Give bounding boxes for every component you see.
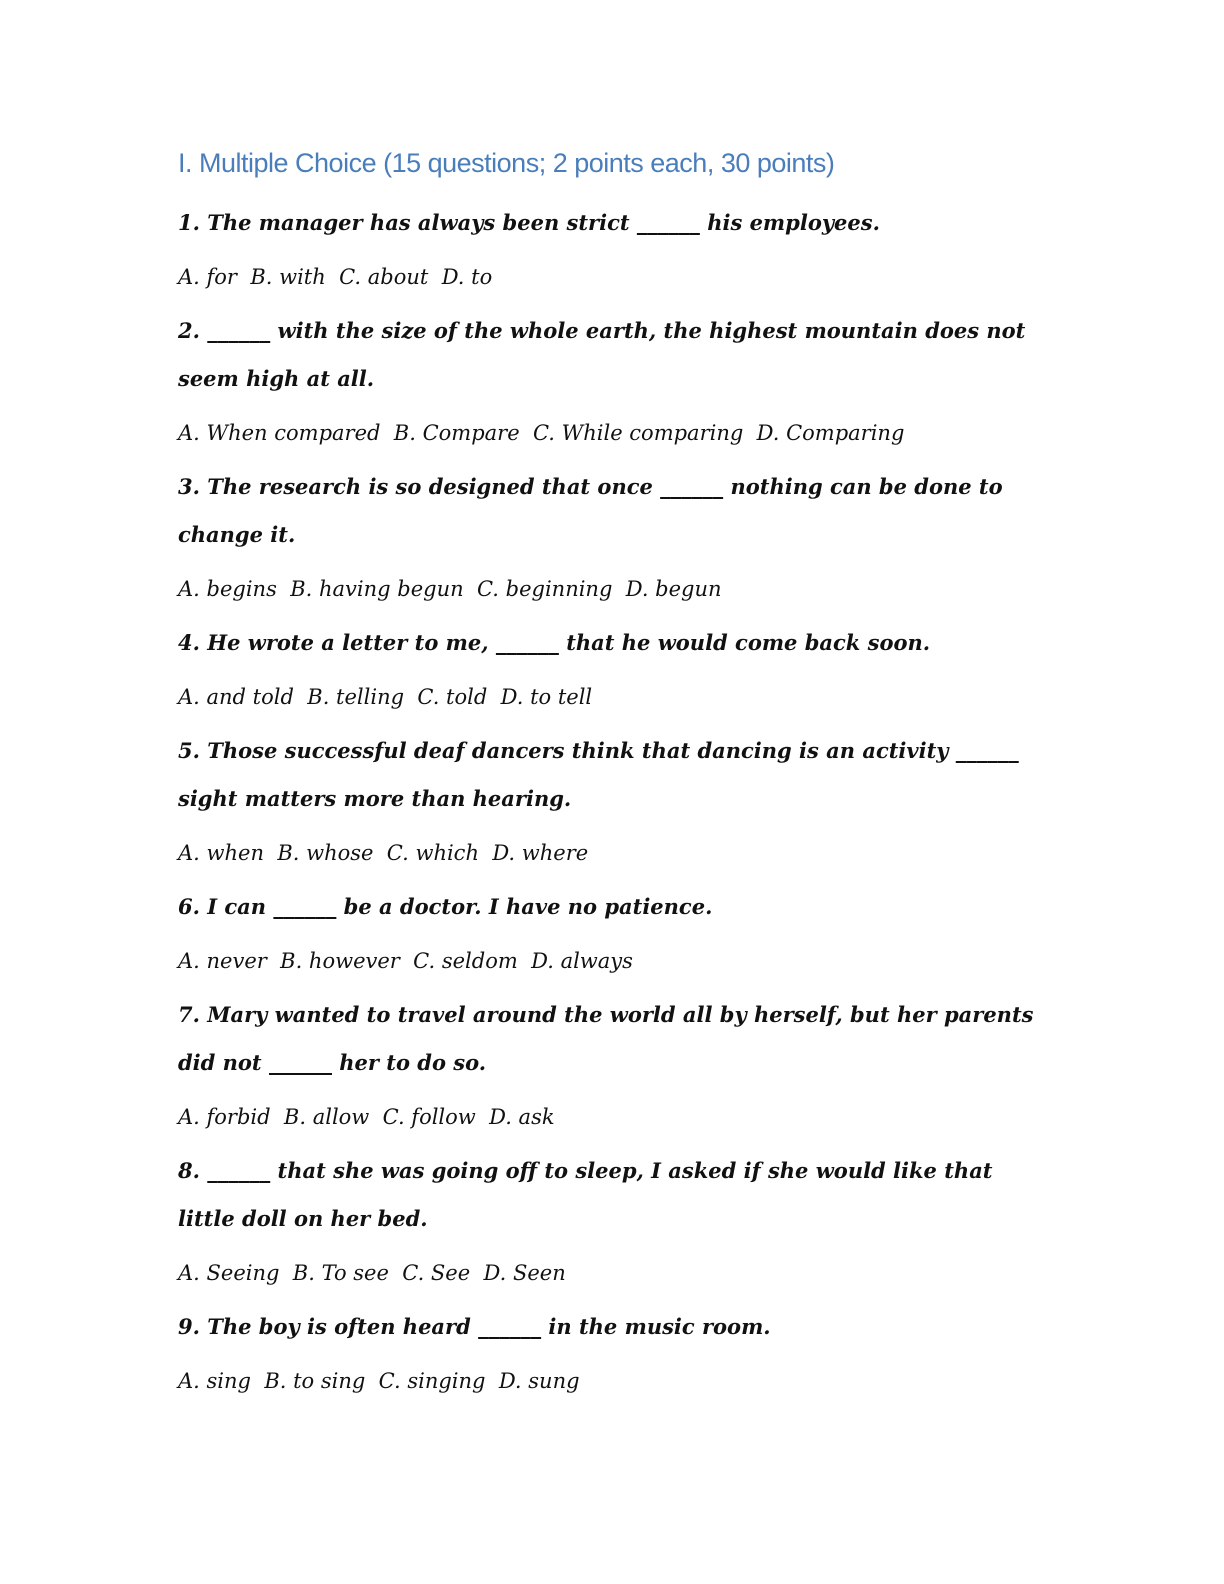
question-3: [178, 463, 1048, 613]
answer-options: A. for B. with C. about D. to: [178, 265, 493, 289]
answer-options: A. Seeing B. To see C. See D. Seen: [178, 1261, 566, 1285]
question-stem: 2. ______ with the size of the whole earth, the highest mountain does not seem high at all.: [178, 318, 1026, 391]
question-stem: 4. He wrote a letter to me, ______ that he would come back soon.: [178, 630, 931, 655]
question-5: [178, 727, 1048, 877]
question-stem: 8. ______ that she was going off to sleep, I asked if she would like that little doll on her bed.: [178, 1158, 993, 1231]
question-1: [178, 199, 1048, 301]
section-heading: I. Multiple Choice (15 questions; 2 points each, 30 points): [178, 148, 835, 178]
answer-options: A. When compared B. Compare C. While comparing D. Comparing: [178, 421, 905, 445]
question-6: [178, 883, 1048, 985]
question-7: [178, 991, 1048, 1141]
answer-options: A. and told B. telling C. told D. to tell: [178, 685, 593, 709]
question-stem: 9. The boy is often heard ______ in the music room.: [178, 1314, 771, 1339]
question-stem: 5. Those successful deaf dancers think that dancing is an activity ______ sight matters more than hearing.: [178, 738, 1019, 811]
answer-options: A. never B. however C. seldom D. always: [178, 949, 633, 973]
question-2: [178, 307, 1048, 457]
answer-options: A. when B. whose C. which D. where: [178, 841, 589, 865]
answer-options: A. begins B. having begun C. beginning D. begun: [178, 577, 722, 601]
question-4: [178, 619, 1048, 721]
question-stem: 6. I can ______ be a doctor. I have no patience.: [178, 894, 713, 919]
document-page: [178, 148, 1048, 1411]
question-stem: 3. The research is so designed that once ______ nothing can be done to change it.: [178, 474, 1003, 547]
answer-options: A. sing B. to sing C. singing D. sung: [178, 1369, 580, 1393]
answer-options: A. forbid B. allow C. follow D. ask: [178, 1105, 555, 1129]
question-9: [178, 1303, 1048, 1405]
question-8: [178, 1147, 1048, 1297]
question-stem: 7. Mary wanted to travel around the world all by herself, but her parents did not ______ her to do so.: [178, 1002, 1034, 1075]
question-stem: 1. The manager has always been strict ______ his employees.: [178, 210, 880, 235]
